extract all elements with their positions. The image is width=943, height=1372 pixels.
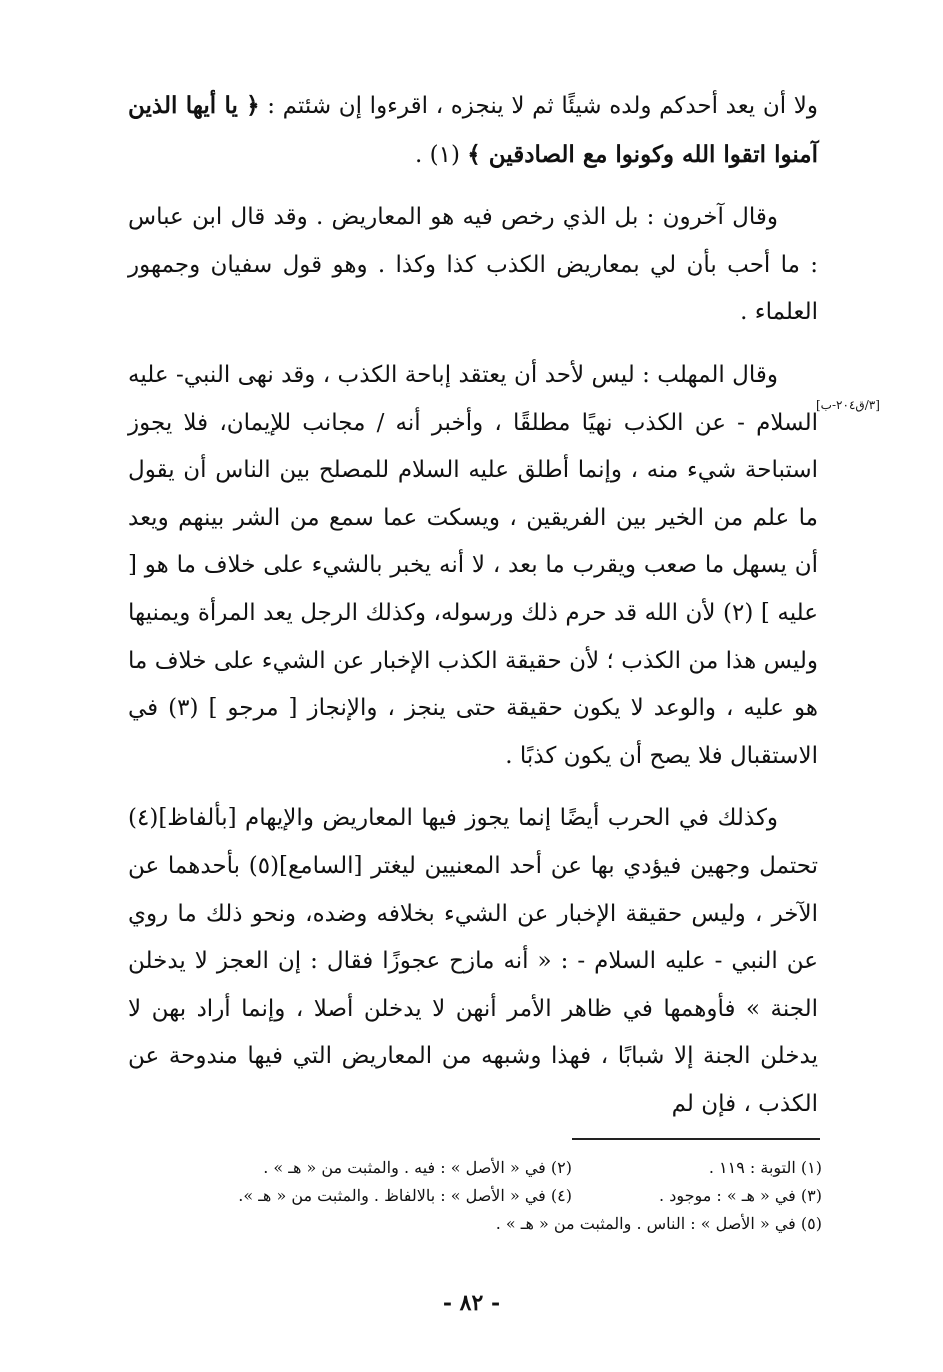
paragraph-4-text: وكذلك في الحرب أيضًا إنما يجوز فيها المعاريض والإيهام [بألفاظ](٤) تحتمل وجهين فيؤدي بها عن أحد المعنيين ليغتر [السامع](٥) بأحدهما عن الآخر ، وليس حقيقة الإخبار عن الشيء بخلافه وضده، ونحو ذلك ما روي عن النبي - عليه السلام - : « أنه مازح عجوزًا فقال : إن العجز لا يدخلن الجنة » فأوهمها في ظاهر الأمر أنهن لا يدخلن أصلا ، وإنما أراد بهن لا يدخلن الجنة إلا شبابًا ، فهذا وشبهه من المعاريض التي فيها مندوحة عن الكذب ، فإن لم <box>128 805 819 1117</box>
footnote-divider <box>572 1138 820 1140</box>
paragraph-4 <box>128 795 818 1128</box>
footnote-3: (٣) في « هـ » : موجود . <box>659 1186 822 1205</box>
footnote-row <box>150 1154 822 1182</box>
footnote-4: (٤) في « الأصل » : بالالفاظ . والمثبت من « هـ ». <box>238 1186 572 1205</box>
paragraph-2 <box>128 194 818 337</box>
paragraph-1 <box>128 82 818 179</box>
footnote-row <box>150 1182 822 1210</box>
paragraph-3 <box>128 352 818 780</box>
footnote-2: (٢) في « الأصل » : فيه . والمثبت من « هـ » . <box>263 1158 572 1177</box>
paragraph-1-text: ولا أن يعد أحدكم ولده شيئًا ثم لا ينجزه ، اقرءوا إن شئتم : <box>259 93 818 119</box>
paragraph-3-text: وقال المهلب : ليس لأحد أن يعتقد إباحة الكذب ، وقد نهى النبي- عليه السلام - عن الكذب نهيًا مطلقًا ، وأخبر أنه / مجانب للإيمان، فلا يجوز استباحة شيء منه ، وإنما أطلق عليه السلام للمصلح بين الناس أن يقول ما علم من الخير بين الفريقين ، ويسكت عما سمع من الشر بينهم ويعد أن يسهل ما صعب ويقرب ما بعد ، لا أنه يخبر بالشيء على خلاف ما هو [ عليه ] (٢) لأن الله قد حرم ذلك ورسوله، وكذلك الرجل يعد المرأة ويمنيها وليس هذا من الكذب ؛ لأن حقيقة الكذب الإخبار عن الشيء على خلاف ما هو عليه ، والوعد لا يكون حقيقة حتى ينجز ، والإنجاز [ مرجو ] (٣) في الاستقبال فلا يصح أن يكون كذبًا . <box>128 361 818 769</box>
quran-verse: ﴿ يا أيها الذين آمنوا اتقوا الله وكونوا مع الصادقين ﴾ <box>128 92 818 168</box>
page-number: - ٨٢ - <box>442 1290 501 1316</box>
footnote-1: (١) التوبة : ١١٩ . <box>708 1158 822 1177</box>
footnote-ref-1: (١) . <box>415 141 468 168</box>
paragraph-2-text: وقال آخرون : بل الذي رخص فيه هو المعاريض . وقد قال ابن عباس : ما أحب بأن لي بمعاريض الكذب كذا وكذا . وهو قول سفيان وجمهور العلماء . <box>128 204 818 326</box>
manuscript-folio-marker: [٣/ق٢٠٤-ب] <box>816 398 880 412</box>
main-text <box>128 82 818 1143</box>
footnotes <box>150 1154 822 1238</box>
footnote-5: (٥) في « الأصل » : الناس . والمثبت من « هـ » . <box>495 1214 822 1233</box>
